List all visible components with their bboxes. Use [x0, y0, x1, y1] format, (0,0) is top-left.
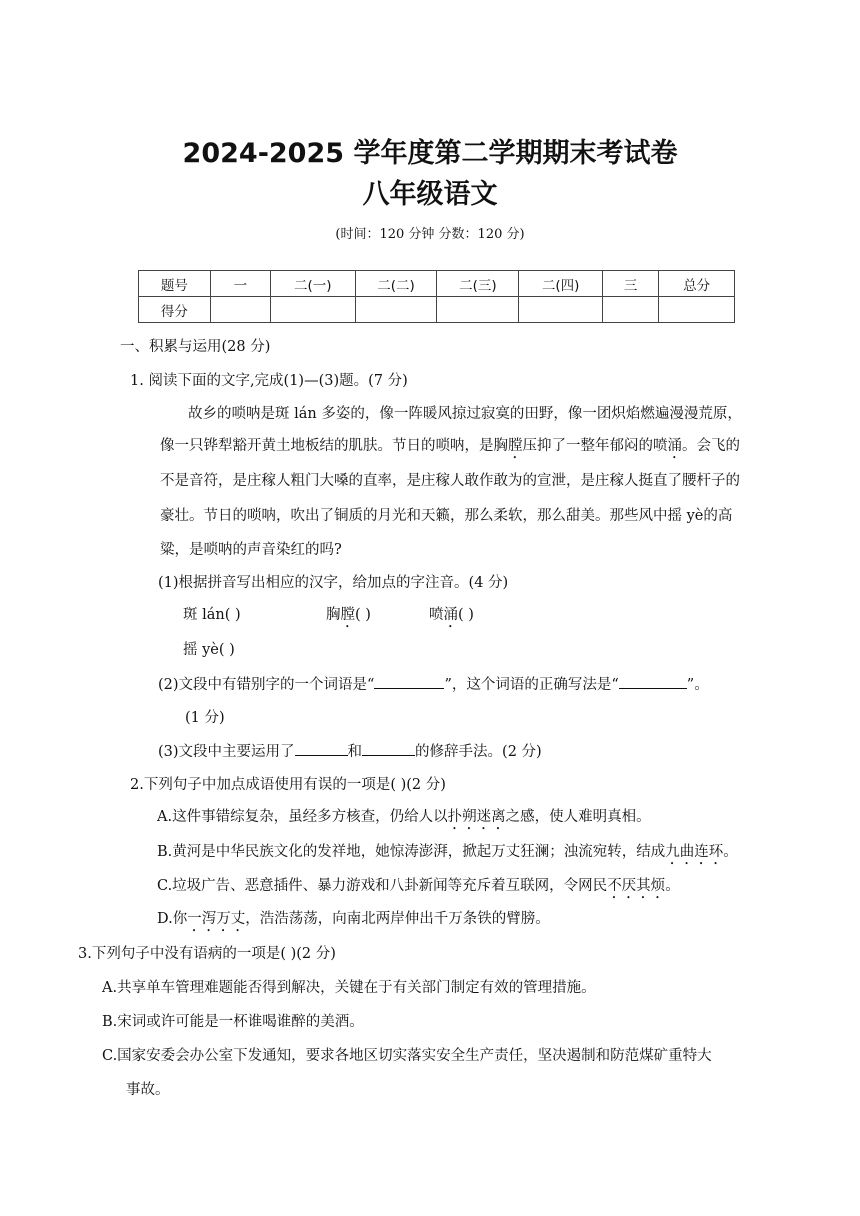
option-c: C.垃圾广告、恶意插件、暴力游戏和八卦新闻等充斥着互联网，令网民不厌其烦。 [157, 878, 680, 894]
score-table-row [139, 297, 735, 323]
dotted-char: 膛 [340, 607, 355, 623]
sub-question-3: (3)文段中主要运用了 和 的修辞手法。(2 分) [158, 741, 542, 762]
answer-blank[interactable] [362, 741, 415, 756]
question-2-stem: 2.下列句子中加点成语使用有误的一项是( )(2 分) [130, 777, 446, 793]
sub-question-1: (1)根据拼音写出相应的汉字，给加点的字注音。(4 分) [158, 575, 509, 591]
score-header-cell: 二(二) [355, 271, 437, 297]
score-cell[interactable] [270, 297, 355, 323]
option-d: D.你一泻万丈，浩浩荡荡，向南北两岸伸出千万条铁的臂膀。 [157, 911, 550, 927]
dotted-char: 涌 [667, 438, 682, 454]
score-cell[interactable] [437, 297, 519, 323]
option-c-continued: 事故。 [126, 1082, 170, 1098]
score-cell[interactable] [659, 297, 735, 323]
dotted-idiom: 扑朔迷离 [447, 809, 506, 825]
answer-blank[interactable] [619, 674, 687, 689]
option-c: C.国家安委会办公室下发通知，要求各地区切实落实安全生产责任，坚决遏制和防范煤矿重特大 [102, 1048, 712, 1064]
exam-title: 2024-2025 学年度第二学期期末考试卷 [182, 138, 678, 169]
score-header-cell: 题号 [139, 271, 211, 297]
dotted-char: 膛 [508, 438, 523, 454]
score-cell[interactable] [519, 297, 603, 323]
score-header-cell: 总分 [659, 271, 735, 297]
question-3-stem: 3.下列句子中没有语病的一项是( )(2 分) [78, 946, 336, 962]
score-header-cell: 三 [603, 271, 659, 297]
score-header-cell: 一 [210, 271, 270, 297]
pinyin-item: 喷涌( ) [429, 607, 474, 623]
score-header-cell: 二(一) [270, 271, 355, 297]
option-b: B.黄河是中华民族文化的发祥地，她惊涛澎湃，掀起万丈狂澜；浊流宛转，结成九曲连环。 [157, 844, 738, 860]
question-1-stem: 1. 阅读下面的文字,完成(1)—(3)题。(7 分) [130, 373, 408, 389]
option-a: A.共享单车管理难题能否得到解决，关键在于有关部门制定有效的管理措施。 [102, 980, 596, 996]
pinyin-item: 摇 yè( ) [183, 642, 235, 658]
score-header-cell: 二(四) [519, 271, 603, 297]
dotted-idiom: 不厌其烦 [607, 878, 666, 894]
score-header-cell: 二(三) [437, 271, 519, 297]
option-a: A.这件事错综复杂，虽经多方核查，仍给人以扑朔迷离之感，使人难明真相。 [157, 809, 651, 825]
score-cell[interactable] [210, 297, 270, 323]
sub-question-2: (2)文段中有错别字的一个词语是“ ”，这个词语的正确写法是“ ”。 [158, 674, 709, 695]
pinyin-item: 胸膛( ) [326, 607, 371, 623]
score-cell[interactable] [603, 297, 659, 323]
score-table [138, 270, 735, 323]
dotted-char: 涌 [443, 607, 458, 623]
score-table-header-row [139, 271, 735, 297]
score-row-label: 得分 [139, 297, 211, 323]
dotted-idiom: 一泻万丈 [187, 911, 246, 927]
answer-blank[interactable] [295, 741, 348, 756]
option-b: B.宋词或许可能是一杯谁喝谁醉的美酒。 [102, 1014, 364, 1030]
pinyin-item: 斑 lán( ) [183, 607, 241, 623]
passage-line: 不是音符，是庄稼人粗门大嗓的直率，是庄稼人敢作敢为的宣泄，是庄稼人挺直了腰杆子的 [160, 473, 740, 489]
passage-line: 故乡的唢呐是斑 lán 多姿的，像一阵暖风掠过寂寞的田野，像一团炽焰燃遍漫漫荒原， [188, 406, 742, 422]
dotted-idiom: 九曲连环 [665, 844, 724, 860]
exam-info: (时间：120 分钟 分数：120 分) [335, 227, 525, 242]
passage-line: 粱，是唢呐的声音染红的吗? [160, 542, 342, 558]
section-heading: 一、积累与运用(28 分) [120, 339, 271, 355]
answer-blank[interactable] [374, 674, 444, 689]
score-cell[interactable] [355, 297, 437, 323]
exam-subject: 八年级语文 [362, 179, 498, 210]
passage-line: 像一只铧犁豁开黄土地板结的肌肤。节日的唢呐，是胸膛压抑了一整年郁闷的喷涌。会飞的 [160, 438, 740, 454]
sub-question-2-score: (1 分) [185, 710, 225, 726]
passage-line: 豪壮。节日的唢呐，吹出了铜质的月光和天籁，那么柔软，那么甜美。那些风中摇 yè的高 [160, 508, 733, 524]
